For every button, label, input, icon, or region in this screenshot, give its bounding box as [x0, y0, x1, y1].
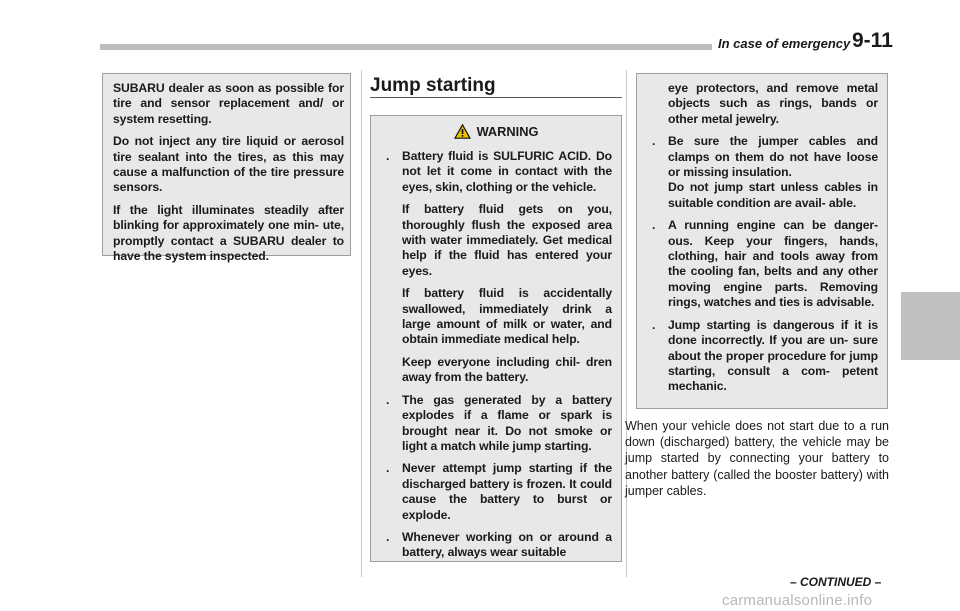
watermark: carmanualsonline.info	[722, 592, 873, 609]
warning-icon	[454, 124, 471, 139]
warning-item: Do not jump start unless cables in suitable condition are avail- able.	[668, 180, 878, 210]
notice-paragraph: If the light illuminates steadily after blinking for approximately one min- ute, promptly contact a SUBARU dealer to have the system inspected.	[113, 202, 344, 264]
page-number: 9-11	[852, 29, 893, 52]
continued-label: – CONTINUED –	[790, 575, 882, 589]
warning-item: eye protectors, and remove metal objects such as rings, bands or other metal jewelry.	[668, 81, 878, 126]
warning-item: . Battery fluid is SULFURIC ACID. Do not let it come in contact with the eyes, skin, clothing or the vehicle.	[380, 149, 612, 195]
section-rule	[370, 97, 622, 98]
notice-paragraph: Do not inject any tire liquid or aerosol tire sealant into the tires, as this may cause a malfunction of the tire pressure sensors.	[113, 134, 344, 195]
warning-header	[380, 119, 612, 143]
warning-item: If battery fluid gets on you, thoroughly flush the exposed area with water immediately. Get medical help if the fluid has entered your eyes.	[402, 202, 612, 278]
warning-item: If battery fluid is accidentally swallowed, immediately drink a large amount of milk or water, and obtain immediate medical help.	[402, 286, 612, 347]
warning-item: . Jump starting is dangerous if it is done incorrectly. If you are un- sure about the proper procedure for jump starting, consult a com- petent mechanic.	[646, 318, 878, 395]
warning-box-continued	[636, 73, 888, 409]
warning-label: WARNING	[476, 123, 539, 139]
notice-paragraph: SUBARU dealer as soon as possible for tire and sensor replacement and/ or system resetting.	[113, 81, 344, 126]
notice-box	[102, 73, 351, 264]
column-divider	[361, 70, 362, 577]
chapter-tab	[901, 292, 960, 360]
warning-box	[370, 115, 622, 562]
column-divider	[626, 70, 627, 577]
warning-item: . The gas generated by a battery explodes if a flame or spark is brought near it. Do not smoke or light a match while jump starting.	[380, 393, 612, 455]
header-title: In case of emergency	[718, 36, 851, 51]
section-title: Jump starting	[370, 75, 496, 96]
warning-item: . Whenever working on or around a battery, always wear suitable	[380, 530, 612, 561]
warning-item: . Never attempt jump starting if the discharged battery is frozen. It could cause the battery to burst or explode.	[380, 461, 612, 523]
warning-item: . Be sure the jumper cables and clamps on them do not have loose or missing insulation.	[646, 134, 878, 180]
header-bar	[100, 44, 712, 50]
warning-item: Keep everyone including chil- dren away from the battery.	[402, 354, 612, 385]
body-paragraph: When your vehicle does not start due to a run down (discharged) battery, the vehicle may be jump started by connecting your battery to another battery (called the booster battery) with jumper cables.	[625, 419, 889, 498]
warning-item: . A running engine can be danger- ous. Keep your fingers, hands, clothing, hair and tools away from the cooling fan, belts and any other moving engine parts. Removing rings, watches and ties is advisable.	[646, 218, 878, 310]
